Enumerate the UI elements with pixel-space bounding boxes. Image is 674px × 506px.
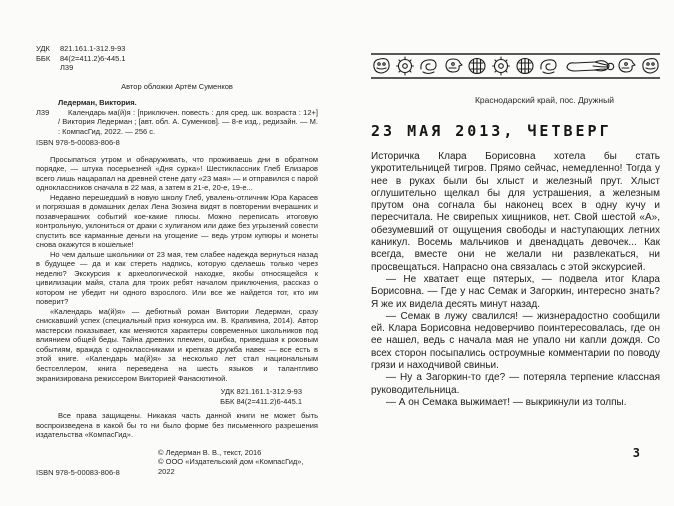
copyright-publisher-line: © ООО «Издательский дом «КомпасГид», 2022 xyxy=(158,457,304,476)
udk-line xyxy=(36,44,318,54)
bbk-bottom: ББК 84(2=411.2)6-445.1 xyxy=(220,396,302,406)
author-name: Ледерман, Виктория. xyxy=(58,98,137,108)
udk-label: УДК xyxy=(36,44,50,53)
udk-value: 821.161.1-312.9-93 xyxy=(60,44,126,53)
bibliographic-entry xyxy=(36,108,318,137)
bib-catalog-code: Л39 xyxy=(36,107,50,117)
mayan-glyph-band-icon xyxy=(371,53,660,79)
body-paragraph: Историчка Клара Борисовна хотела бы стать укротительницей тигров. Прямо сейчас, немедленно! Тогда у нее в руках были бы хлыст и железный прут. Хлыст оглушительно щелкал бы для устрашения, а железным прутом она согнала бы наконец всех в одну кучу и пересчитала. Не свирепых хищников, нет. Свой шестой «А», обезумевший от ощущения свободы и наступающих летних каникул. Восемь мальчиков и двенадцать девочек... Как всегда, вместе они не желали ни развлекаться, ни просвещаться. Напрасно она связалась с этой экскурсией. xyxy=(371,151,660,273)
catalog-code: Л39 xyxy=(60,63,74,73)
annotation-paragraph: Но чем дальше школьники от 23 мая, тем слабее надежда вернуться назад в будущее — да и как стереть надпись, которую сделаешь только через неделю? Экскурсия к археологической находке, якобы относящейся к цивилизации майя, стала для троих ребят началом приключения, рассказ о котором не убедит ни одного взрослого. Или все же найдется тот, кто им поверит? xyxy=(36,249,318,307)
cover-artist-credit: Автор обложки Артём Суменков xyxy=(121,81,233,91)
cataloguing-block xyxy=(36,44,318,73)
bbk-value: 84(2=411.2)6-445.1 xyxy=(60,53,126,63)
body-paragraph: — Семак в лужу свалился! — жизнерадостно сообщили ей. Клара Борисовна недоверчиво поинтересовалась, где он ее нашел, ведь с начала мая не упало ни капли дождя. Со всех сторон посыпались остроумные комментарии по поводу грязи и находчивой свиньи. xyxy=(371,310,660,372)
bib-description: Календарь ма(й)я : [приключен. повесть : для сред. шк. возраста : 12+] / Виктория Ледерман ; [авт. обл. А. Суменков]. — 8-е изд., редизайн. — М. : КомпасГид, 2022. — 256 с. xyxy=(58,107,318,136)
chapter-body xyxy=(371,151,660,409)
chapter-page xyxy=(371,48,660,506)
body-paragraph: — Ну а Загоркин-то где? — потеряла терпение классная руководительница. xyxy=(371,372,660,396)
udk-bottom: УДК 821.161.1-312.9-93 xyxy=(220,387,302,397)
bbk-label: ББК xyxy=(36,53,51,63)
isbn-line: ISBN 978-5-00083-806-8 xyxy=(36,138,120,148)
rights-notice: Все права защищены. Никакая часть данной книги не может быть воспроизведена в какой бы то ни было форме без письменного разрешения издательства «КомпасГид». xyxy=(36,411,318,440)
bbk-line xyxy=(36,54,318,64)
annotation-paragraph: Просыпаться утром и обнаруживать, что проживаешь дни в обратном порядке, — штука посерьезней «Дня сурка»! Шестиклассник Глеб Елизаров всего лишь нацарапал на древней стене дату «23 мая» — и отправился с парой одноклассников сначала в 22 мая, а затем в 21-е, 20-е, 19-е... xyxy=(36,154,318,193)
body-paragraph: — Не хватает еще пятерых, — подвела итог Клара Борисовна. — Где у нас Семак и Загоркин, интересно знать? Я же их видела десять минут назад. xyxy=(371,273,660,310)
copyright-author-line: © Ледерман В. В., текст, 2016 xyxy=(158,447,262,457)
annotation-paragraph: «Календарь ма(й)я» — дебютный роман Виктории Ледерман, сразу снискавший успех (специальный приз конкурса им. В. Крапивина, 2014). Автор мастерски показывает, как меняются характеры современных школьников под влиянием общей беды. Тайна древних племен, ошибка, приведшая к роковым событиям, вражда с одноклассниками и крепкая дружба навек — все есть в этой книге. «Календарь ма(й)я» за несколько лет стал национальным бестселлером, книга переведена на шесть языков и талантливо экранизирована режиссером Викторией Фанасютиной. xyxy=(36,306,318,383)
annotation-block xyxy=(36,155,318,383)
chapter-title: 23 МАЯ 2013, ЧЕТВЕРГ xyxy=(371,122,612,140)
udk-bbk-bottom-block xyxy=(36,387,318,406)
annotation-paragraph: Недавно перешедший в новую школу Глеб, увалень-отличник Юра Карасев и погрязшая в домашних делах Лена Зюзина видят в повторении вчерашних и позавчерашних событий кое-какие плюсы. Можно переписать итоговую контрольную, уклониться от драки с хулиганом или даже без угрызений совести спустить все карманные деньги на угощение — ведь утром купюры и монеты снова окажутся в кошельке! xyxy=(36,192,318,250)
location-dateline: Краснодарский край, пос. Дружный xyxy=(474,95,614,105)
body-paragraph: — А он Семака выжимает! — выкрикнули из толпы. xyxy=(386,396,627,408)
copyright-footer xyxy=(36,448,318,480)
copyright-block xyxy=(158,448,316,477)
page-number: 3 xyxy=(632,446,640,460)
copyright-page xyxy=(36,44,318,480)
isbn-bottom: ISBN 978-5-00083-806-8 xyxy=(36,468,120,478)
